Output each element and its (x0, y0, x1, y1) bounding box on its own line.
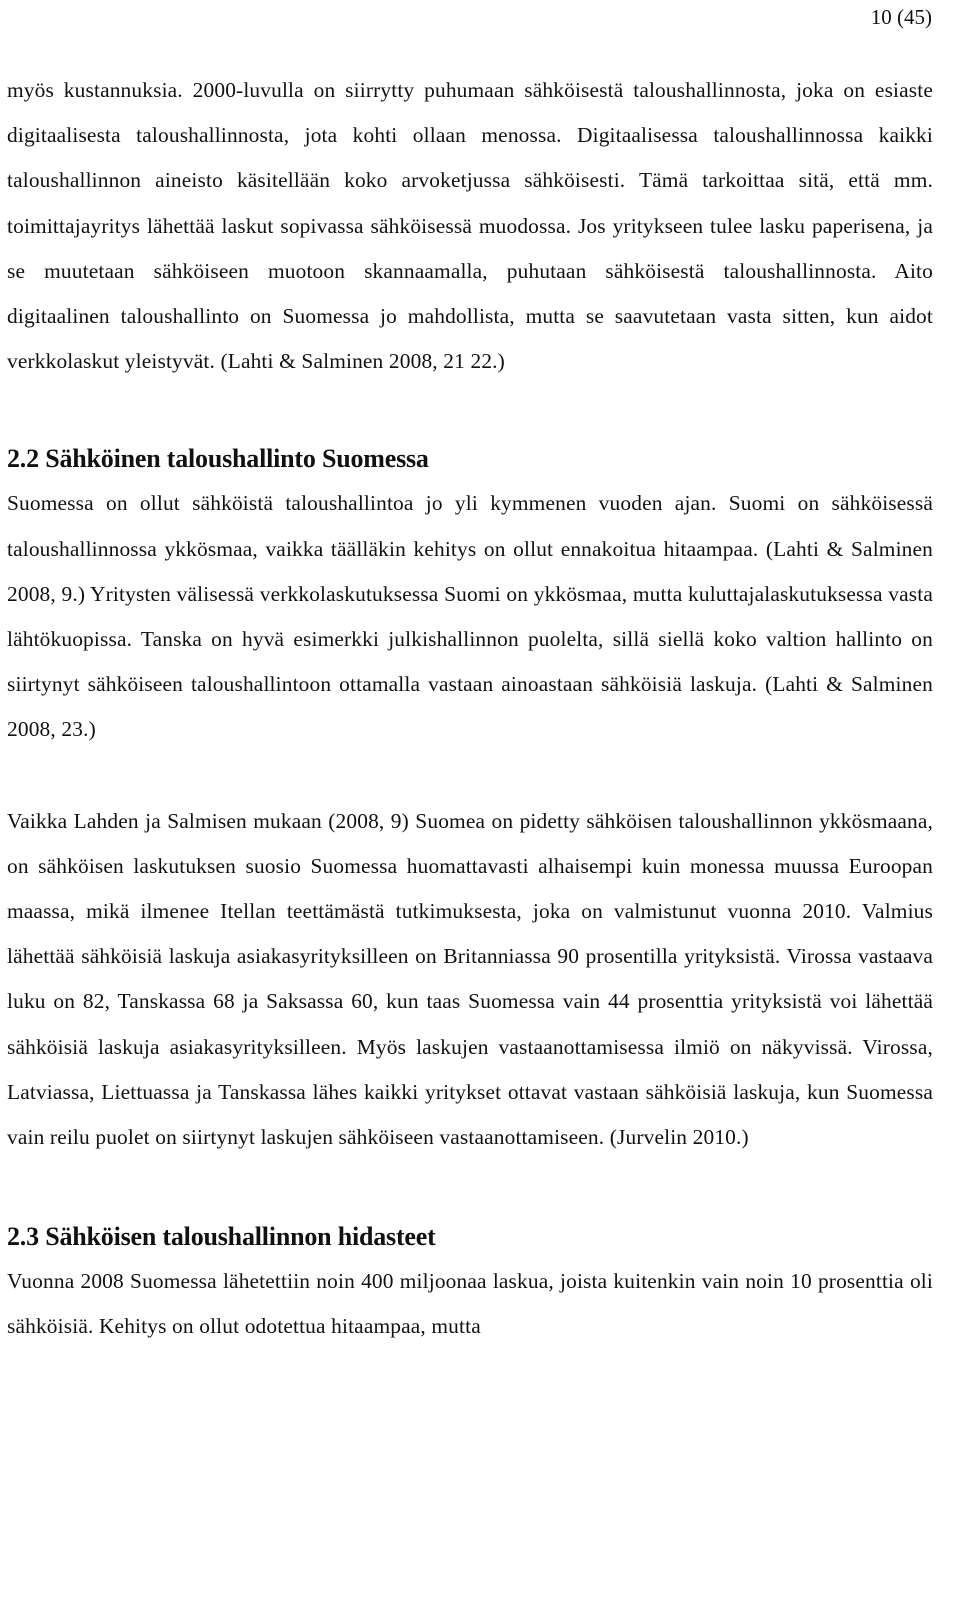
section-heading-2-2: 2.2 Sähköinen taloushallinto Suomessa (7, 444, 429, 474)
section-heading-2-3: 2.3 Sähköisen taloushallinnon hidasteet (7, 1222, 436, 1252)
paragraph-comparison: Vaikka Lahden ja Salmisen mukaan (2008, 9) Suomea on pidetty sähköisen taloushallinnon ykkösmaana, on sähköisen laskutuksen suosio Suomessa huomattavasti alhaisempi kuin monessa muussa Euroopan maassa, mikä ilmenee Itellan teettämästä tutkimuksesta, joka on valmistunut vuonna 2010. Valmius lähettää sähköisiä laskuja asiakasyrityksilleen on Britanniassa 90 prosentilla yrityksistä. Virossa vastaava luku on 82, Tanskassa 68 ja Saksassa 60, kun taas Suomessa vain 44 prosenttia yrityksistä voi lähettää sähköisiä laskuja asiakasyrityksilleen. Myös laskujen vastaanottamisessa ilmiö on näkyvissä. Virossa, Latviassa, Liettuassa ja Tanskassa lähes kaikki yritykset ottavat vastaan sähköisiä laskuja, kun Suomessa vain reilu puolet on siirtynyt laskujen sähköiseen vastaanottamiseen. (Jurvelin 2010.) (7, 808, 933, 1150)
page-number: 10 (45) (870, 5, 932, 29)
paragraph-section-2-2: Suomessa on ollut sähköistä taloushallintoa jo yli kymmenen vuoden ajan. Suomi on sähköisessä taloushallinnossa ykkösmaa, vaikka täälläkin kehitys on ollut ennakoitua hitaampaa. (Lahti & Salminen 2008, 9.) Yritysten välisessä verkkolaskutuksessa Suomi on ykkösmaa, mutta kuluttajalaskutuksessa vasta lähtökuopissa. Tanska on hyvä esimerkki julkishallinnon puolelta, sillä siellä koko valtion hallinto on siirtynyt sähköiseen taloushallintoon ottamalla vastaan ainoastaan sähköisiä laskuja. (Lahti & Salminen 2008, 23.) (7, 491, 933, 742)
paragraph-section-2-3: Vuonna 2008 Suomessa lähetettiin noin 400 miljoonaa laskua, joista kuitenkin vain noin 10 prosenttia oli sähköisiä. Kehitys on ollut odotettua hitaampaa, mutta (7, 1269, 933, 1339)
paragraph-intro: myös kustannuksia. 2000-luvulla on siirrytty puhumaan sähköisestä taloushallinnosta, joka on esiaste digitaalisesta taloushallinnosta, jota kohti ollaan menossa. Digitaalisessa taloushallinnossa kaikki taloushallinnon aineisto käsitellään koko arvoketjussa sähköisesti. Tämä tarkoittaa sitä, että mm. toimittajayritys lähettää laskut sopivassa sähköisessä muodossa. Jos yritykseen tulee lasku paperisena, ja se muutetaan sähköiseen muotoon skannaamalla, puhutaan sähköisestä taloushallinnosta. Aito digitaalinen taloushallinto on Suomessa jo mahdollista, mutta se saavutetaan vasta sitten, kun aidot verkkolaskut yleistyvät. (Lahti & Salminen 2008, 21 22.) (7, 78, 933, 374)
paragraph-spacer (7, 753, 933, 799)
section-spacer (7, 384, 933, 437)
document-body (7, 68, 933, 1350)
section-spacer (7, 1160, 933, 1215)
